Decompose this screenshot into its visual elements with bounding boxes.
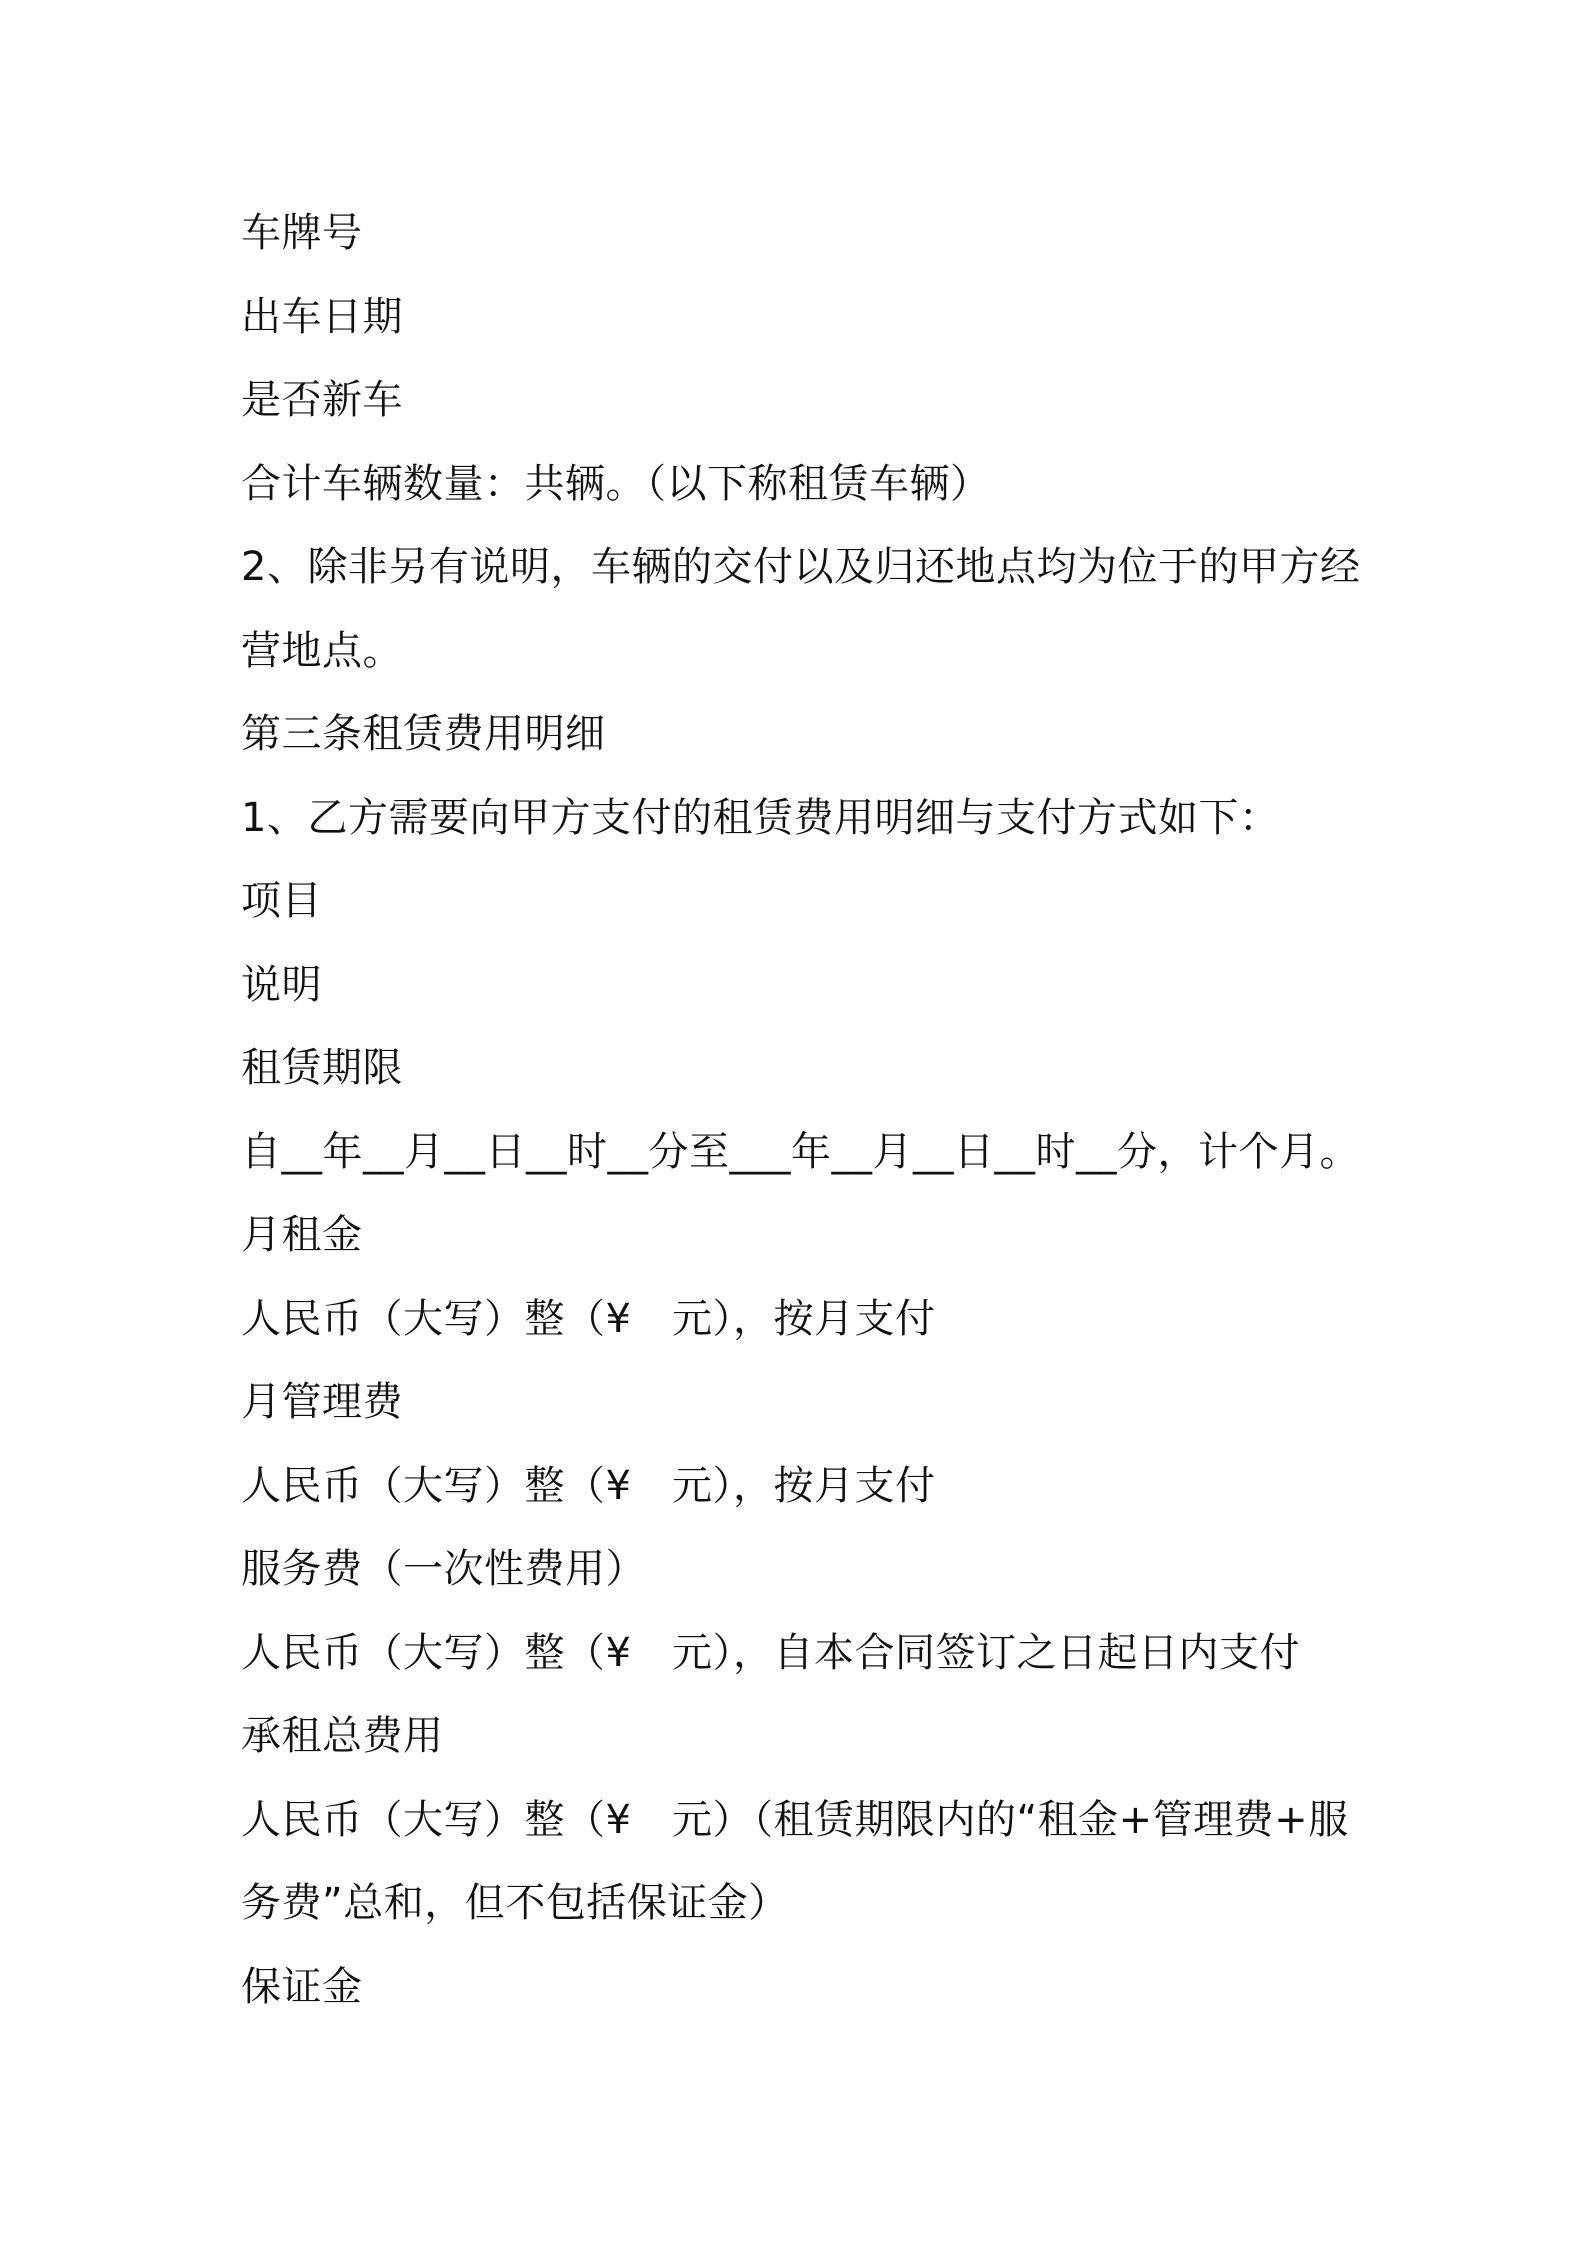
text-line-monthly-rent-value: 人民币（大写）整（¥ 元），按月支付 xyxy=(241,1295,936,1342)
text-line-description-header: 说明 xyxy=(241,961,322,1008)
text-line-total-cost-value-part-2: 务费”总和，但不包括保证金） xyxy=(241,1880,789,1926)
text-line-new-vehicle: 是否新车 xyxy=(241,377,403,423)
text-line-departure-date: 出车日期 xyxy=(241,293,403,340)
text-line-lease-term-value: 自__年__月__日__时__分至___年__月__日__时__分，计个月。 xyxy=(241,1128,1360,1175)
text-line-service-fee-label: 服务费（一次性费用） xyxy=(241,1546,646,1592)
text-line-item-header: 项目 xyxy=(241,878,322,924)
text-line-management-fee-value: 人民币（大写）整（¥ 元），按月支付 xyxy=(241,1462,936,1509)
text-line-total-cost-label: 承租总费用 xyxy=(241,1713,444,1759)
text-line-management-fee-label: 月管理费 xyxy=(241,1379,403,1425)
section-heading-article-3: 第三条租赁费用明细 xyxy=(241,711,606,757)
text-line-vehicle-count: 合计车辆数量：共辆。（以下称租赁车辆） xyxy=(241,460,991,507)
document-body xyxy=(241,192,1391,2029)
text-line-deposit-label: 保证金 xyxy=(241,1963,363,2010)
text-line-monthly-rent-label: 月租金 xyxy=(241,1212,363,1258)
text-line-clause-2-part-1: 2、除非另有说明，车辆的交付以及归还地点均为位于的甲方经 xyxy=(241,544,1361,590)
text-line-clause-2-part-2: 营地点。 xyxy=(241,627,403,674)
text-line-lease-term-label: 租赁期限 xyxy=(241,1045,403,1091)
text-line-service-fee-value: 人民币（大写）整（¥ 元），自本合同签订之日起日内支付 xyxy=(241,1629,1300,1676)
text-line-clause-1: 1、乙方需要向甲方支付的租赁费用明细与支付方式如下： xyxy=(241,794,1280,841)
text-line-plate-number: 车牌号 xyxy=(241,210,363,256)
text-line-total-cost-value-part-1: 人民币（大写）整（¥ 元）（租赁期限内的“租金+管理费+服 xyxy=(241,1796,1349,1843)
